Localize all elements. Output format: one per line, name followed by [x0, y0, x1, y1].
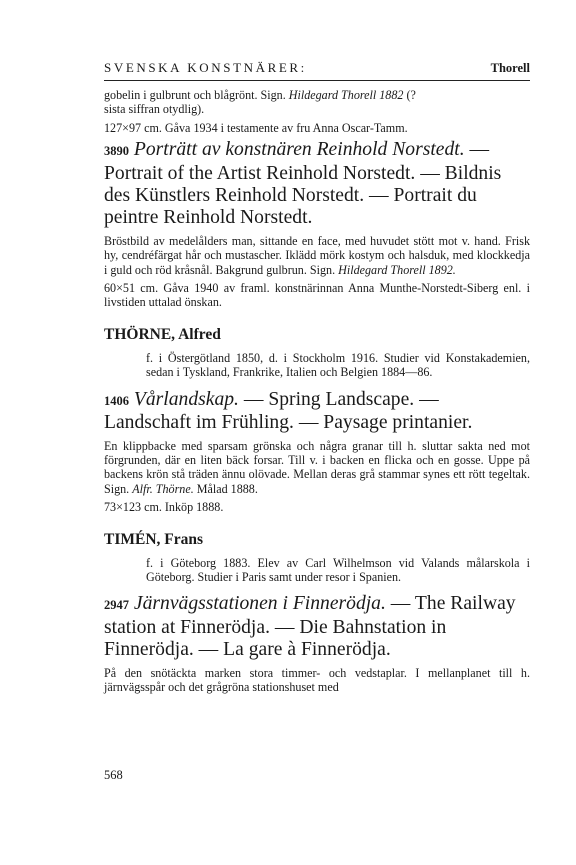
running-header	[104, 60, 530, 81]
entry-number: 1406	[104, 393, 129, 408]
entry-title	[104, 593, 530, 661]
carryover-line-2: sista siffran otydlig).	[104, 102, 205, 117]
entry-description	[104, 234, 530, 277]
artist-bio-thorne: f. i Östergötland 1850, d. i Stockholm 1916. Studier vid Konstakademien, sedan i Tyskland, Frankrike, Italien och Belgien 1884—86.	[146, 350, 530, 380]
entry-description-text: Bröstbild av medelålders man, sittande en face, med huvudet stött mot v. hand. Frisk hy, cendréfärgat hår och mustascher. Iklädd mörk kostym och halsduk, med klockkedja i guld och röd kråsnål. Bakgrund gulbrun. Sign.	[104, 233, 530, 277]
entry-title-translations: — Spring Landscape. — Landschaft im Frühling. — Paysage printanier.	[104, 388, 473, 434]
entry-description	[104, 439, 530, 497]
entry-number: 2947	[104, 598, 129, 613]
artist-bio-timen: f. i Göteborg 1883. Elev av Carl Wilhelmson vid Valands målarskola i Göteborg. Studier i Paris samt under resor i Spanien.	[146, 555, 530, 584]
entry-description: På den snötäckta marken stora timmer- och vedstaplar. I mellanplanet till h. järnvägsspår och det grågröna stationshuset med	[104, 665, 530, 694]
running-header-artist: Thorell	[490, 61, 530, 75]
entry-signature: Hildegard Thorell 1892.	[338, 262, 456, 277]
entry-title-swedish: Järnvägsstationen i Finnerödja.	[133, 593, 386, 615]
carryover-signature: Hildegard Thorell 1882	[288, 88, 404, 102]
carryover-line-end: (?	[403, 88, 416, 102]
entry-title-swedish: Porträtt av konstnären Reinhold Norstedt.	[133, 139, 465, 161]
page	[104, 60, 530, 694]
carryover-text	[104, 88, 530, 117]
entry-number: 3890	[104, 144, 129, 159]
page-number: 568	[104, 768, 123, 782]
running-header-title: SVENSKA KONSTNÄRER:	[104, 60, 307, 75]
entry-title	[104, 389, 530, 435]
carryover-line: gobelin i gulbrunt och blågrönt. Sign.	[104, 88, 289, 102]
entry-description-text: En klippbacke med sparsam grönska och några granar till h. sluttar sakta ned mot förgrunden, där en liten bäck forsar. Till v. i backen en flicka och en gosse. Uppe på backens krön stå träden ännu olövade. Mellan deras grå stammar synes ett rött tegeltak. Sign.	[104, 438, 530, 496]
entry-date: Målad 1888.	[193, 481, 258, 496]
entry-measurements: 73×123 cm. Inköp 1888.	[104, 500, 224, 515]
entry-title-translations: — Portrait of the Artist Reinhold Norstedt. — Bildnis des Künstlers Reinhold Norstedt. — Portrait du peintre Reinhold Norstedt.	[104, 139, 502, 229]
catalog-entry-1406	[104, 389, 530, 515]
entry-measurements: 60×51 cm. Gåva 1940 av framl. konstnärinnan Anna Munthe-Norstedt-Siberg enl. i livstiden uttalad önskan.	[104, 281, 530, 310]
entry-title-swedish: Vårlandskap.	[133, 388, 239, 410]
artist-heading-timen: TIMÉN, Frans	[104, 530, 204, 548]
carryover-measurements: 127×97 cm. Gåva 1934 i testamente av fru Anna Oscar-Tamm.	[104, 120, 408, 135]
entry-title	[104, 139, 530, 230]
artist-heading-thorne: THÖRNE, Alfred	[104, 325, 221, 343]
catalog-entry-3890	[104, 139, 530, 310]
entry-title-translations: — The Railway station at Finnerödja. — Die Bahnstation in Finnerödja. — La gare à Finnerödja.	[104, 593, 516, 661]
entry-signature: Alfr. Thörne.	[132, 481, 194, 496]
catalog-entry-2947	[104, 593, 530, 694]
